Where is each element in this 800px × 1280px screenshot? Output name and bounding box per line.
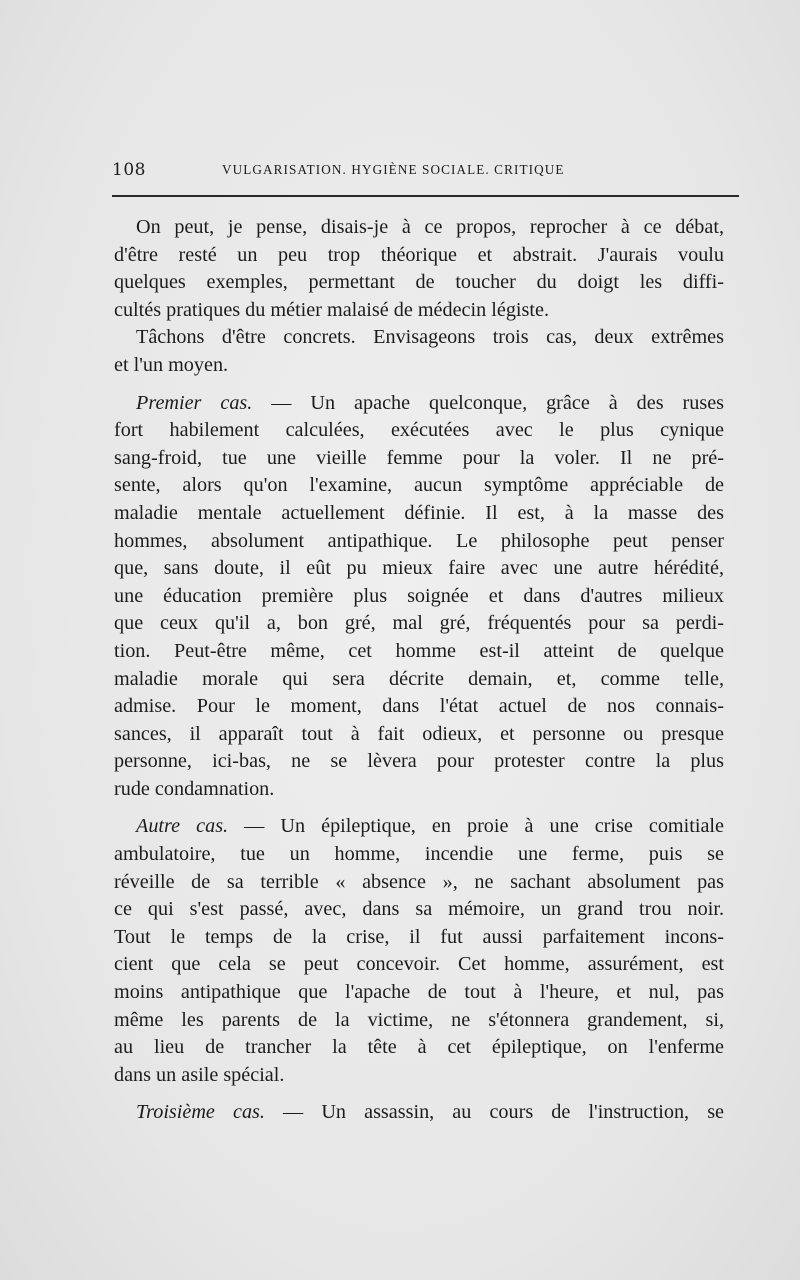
text-line: Tâchons d'être concrets. Envisageons trois cas, deux extrêmes: [136, 326, 724, 349]
text-line: et l'un moyen.: [114, 353, 229, 376]
text-line: hommes, absolument antipathique. Le philosophe peut penser: [114, 529, 724, 552]
page-header: [112, 160, 738, 184]
header-rule: [112, 195, 739, 197]
text-fragment: — Un apache quelconque, grâce à des ruses: [252, 391, 725, 414]
text-line: même les parents de la victime, ne s'étonnera grandement, si,: [114, 1008, 724, 1031]
text-line: sances, il apparaît tout à fait odieux, et personne ou presque: [114, 722, 724, 745]
running-title: VULGARISATION. HYGIÈNE SOCIALE. CRITIQUE: [222, 162, 565, 177]
case-heading: Troisième cas.: [136, 1101, 265, 1124]
text-fragment: — Un assassin, au cours de l'instruction, se: [264, 1101, 725, 1124]
page-number: 108: [112, 160, 146, 180]
text-line: réveille de sa terrible « absence », ne sachant absolument pas: [114, 870, 724, 893]
text-line: que, sans doute, il eût pu mieux faire avec une autre hérédité,: [114, 557, 724, 580]
text-line: maladie morale qui sera décrite demain, et, comme telle,: [114, 667, 724, 690]
text-line: quelques exemples, permettant de toucher du doigt les diffi-: [114, 271, 724, 294]
text-line: cultés pratiques du métier malaisé de médecin légiste.: [114, 298, 549, 321]
text-line: cient que cela se peut concevoir. Cet homme, assurément, est: [114, 953, 724, 976]
paragraph-1: [114, 214, 724, 324]
paragraph-2: [114, 324, 724, 379]
text-line: personne, ici-bas, ne se lèvera pour protester contre la plus: [114, 750, 724, 773]
text-line: admise. Pour le moment, dans l'état actuel de nos connais-: [114, 695, 724, 718]
body-text: [114, 214, 724, 1127]
text-line: sente, alors qu'on l'examine, aucun symptôme appréciable de: [114, 474, 724, 497]
text-line: ambulatoire, tue un homme, incendie une ferme, puis se: [114, 843, 724, 866]
case-heading: Premier cas.: [136, 391, 253, 414]
text-line: [114, 390, 724, 418]
paragraph-autre-cas: [114, 813, 724, 1089]
text-line: sang-froid, tue une vieille femme pour la voler. Il ne pré-: [114, 446, 724, 469]
text-line: [114, 813, 724, 841]
text-line: dans un asile spécial.: [114, 1063, 285, 1086]
text-line: fort habilement calculées, exécutées avec le plus cynique: [114, 419, 724, 442]
text-fragment: — Un épileptique, en proie à une crise comitiale: [228, 815, 724, 838]
text-line: une éducation première plus soignée et dans d'autres milieux: [114, 584, 724, 607]
paragraph-troisieme-cas: [114, 1099, 724, 1127]
case-heading: Autre cas.: [136, 815, 229, 838]
paragraph-premier-cas: [114, 390, 724, 804]
text-line: ce qui s'est passé, avec, dans sa mémoire, un grand trou noir.: [114, 898, 724, 921]
text-line: rude condamnation.: [114, 777, 275, 800]
text-line: que ceux qu'il a, bon gré, mal gré, fréquentés pour sa perdi-: [114, 612, 724, 635]
text-line: Tout le temps de la crise, il fut aussi parfaitement incons-: [114, 925, 724, 948]
text-line: d'être resté un peu trop théorique et abstrait. J'aurais voulu: [114, 243, 724, 266]
text-line: au lieu de trancher la tête à cet épileptique, on l'enferme: [114, 1036, 724, 1059]
text-line: maladie mentale actuellement définie. Il est, à la masse des: [114, 501, 724, 524]
text-line: tion. Peut-être même, cet homme est-il atteint de quelque: [114, 639, 724, 662]
text-line: moins antipathique que l'apache de tout à l'heure, et nul, pas: [114, 981, 724, 1004]
text-line: On peut, je pense, disais-je à ce propos, reprocher à ce débat,: [136, 216, 724, 238]
text-line: [114, 1099, 724, 1127]
